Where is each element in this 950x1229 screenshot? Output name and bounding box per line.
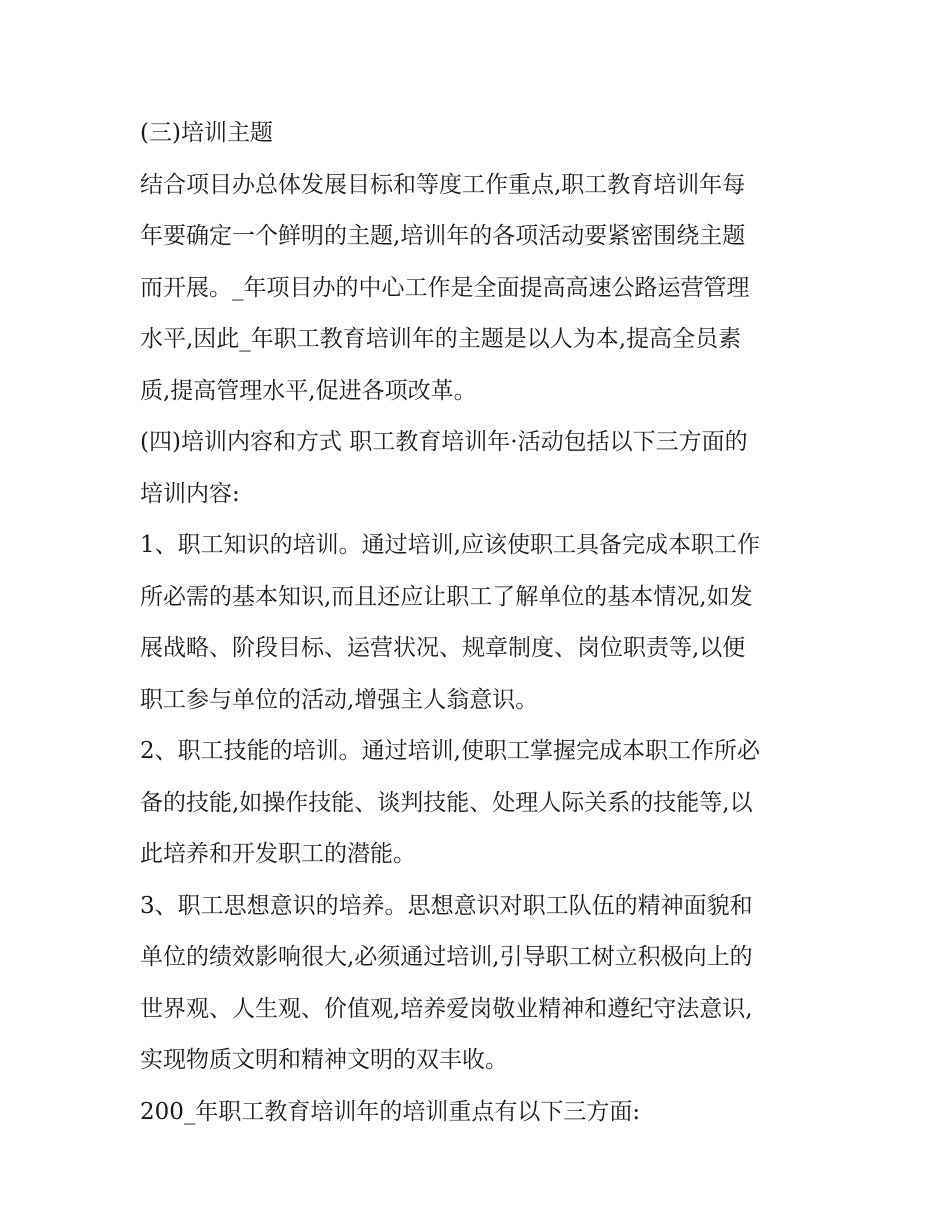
section4-intro [140,417,820,520]
text-line: 实现物质文明和精神文明的双丰收。 [140,1047,508,1073]
text-line: 此培养和开发职工的潜能。 [140,841,416,867]
document-body [140,108,820,1138]
text-line: 而开展。_年项目办的中心工作是全面提高高速公路运营管理 [140,274,750,301]
section3-heading [140,108,820,160]
text-line: 结合项目办总体发展目标和等度工作重点,职工教育培训年每 [140,171,746,198]
text-line: 备的技能,如操作技能、谈判技能、处理人际关系的技能等,以 [140,789,753,816]
text-line: 培训内容: [140,480,240,507]
item-3-paragraph [140,881,820,1087]
text-line: 展战略、阶段目标、运营状况、规章制度、岗位职责等,以便 [140,635,746,661]
section3-paragraph [140,160,820,418]
text-line: 单位的绩效影响很大,必须通过培训,引导职工树立积极向上的 [140,944,753,970]
text-line: (三)培训主题 [140,120,273,146]
text-line: 职工参与单位的活动,增强主人翁意识。 [140,686,539,713]
text-line: 所必需的基本知识,而且还应让职工了解单位的基本情况,如发 [140,583,753,610]
item-1-paragraph [140,520,820,726]
text-line: 200_年职工教育培训年的培训重点有以下三方面: [140,1098,641,1125]
text-line: 1、职工知识的培训。通过培训,应该使职工具备完成本职工作 [140,532,760,558]
text-line: 世界观、人生观、价值观,培养爱岗敬业精神和遵纪守法意识, [140,995,753,1022]
text-line: 2、职工技能的培训。通过培训,使职工掌握完成本职工作所必 [140,738,760,764]
item-2-paragraph [140,726,820,881]
focus-intro [140,1087,820,1139]
text-line: 质,提高管理水平,促进各项改革。 [140,377,477,404]
text-line: 年要确定一个鲜明的主题,培训年的各项活动要紧密围绕主题 [140,223,746,249]
text-line: 水平,因此_年职工教育培训年的主题是以人为本,提高全员素 [140,326,742,352]
text-line: (四)培训内容和方式 职工教育培训年·活动包括以下三方面的 [140,429,748,455]
text-line: 3、职工思想意识的培养。思想意识对职工队伍的精神面貌和 [140,892,753,919]
